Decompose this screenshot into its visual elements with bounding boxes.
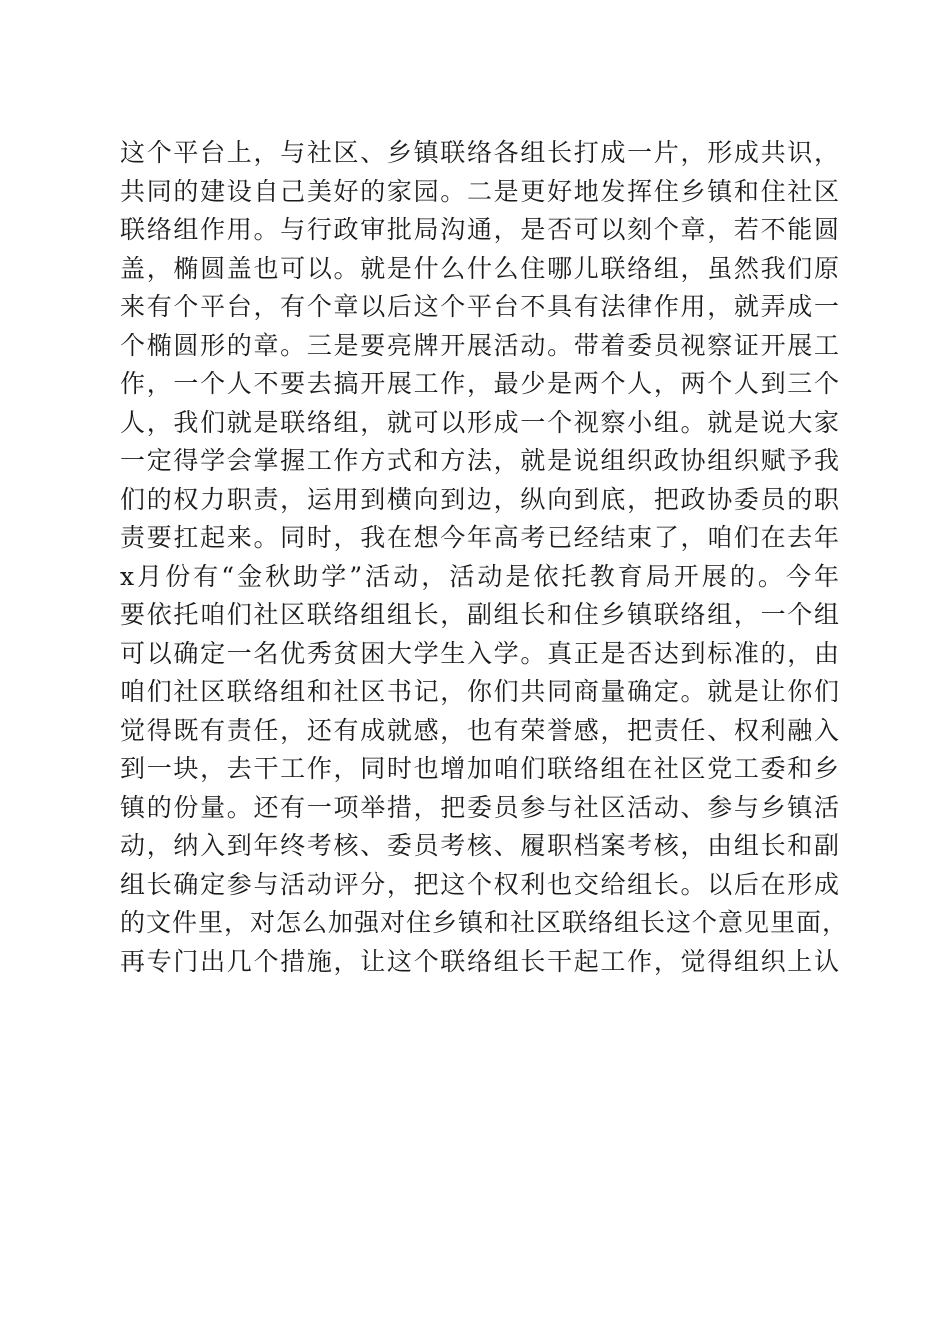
text-line: x月份有“金秋助学”活动，活动是依托教育局开展的。今年 bbox=[120, 561, 840, 591]
text-line: 组长确定参与活动评分，把这个权利也交给组长。以后在形成 bbox=[120, 869, 840, 899]
text-line: 盖，椭圆盖也可以。就是什么什么住哪儿联络组，虽然我们原 bbox=[120, 253, 840, 283]
text-line: 要依托咱们社区联络组组长，副组长和住乡镇联络组，一个组 bbox=[120, 600, 840, 629]
text-line: 镇的份量。还有一项举措，把委员参与社区活动、参与乡镇活 bbox=[120, 792, 840, 822]
text-line: 作，一个人不要去搞开展工作，最少是两个人，两个人到三个 bbox=[120, 369, 840, 398]
text-line: 的文件里，对怎么加强对住乡镇和社区联络组长这个意见里面， bbox=[120, 908, 849, 937]
text-line: 个椭圆形的章。三是要亮牌开展活动。带着委员视察证开展工 bbox=[120, 330, 840, 360]
text-line: 人，我们就是联络组，就可以形成一个视察小组。就是说大家 bbox=[120, 407, 840, 437]
text-line: 到一块，去干工作，同时也增加咱们联络组在社区党工委和乡 bbox=[120, 754, 840, 783]
body-paragraph bbox=[120, 134, 849, 981]
text-line: 联络组作用。与行政审批局沟通，是否可以刻个章，若不能圆 bbox=[120, 215, 840, 244]
text-line: 责要扛起来。同时，我在想今年高考已经结束了，咱们在去年 bbox=[120, 523, 840, 552]
text-line: 一定得学会掌握工作方式和方法，就是说组织政协组织赋予我 bbox=[120, 446, 840, 475]
text-line: 咱们社区联络组和社区书记，你们共同商量确定。就是让你们 bbox=[120, 677, 840, 706]
text-line: 共同的建设自己美好的家园。二是更好地发挥住乡镇和住社区 bbox=[120, 176, 840, 206]
text-line: 再专门出几个措施，让这个联络组长干起工作，觉得组织上认 bbox=[120, 946, 840, 976]
text-line: 们的权力职责，运用到横向到边，纵向到底，把政协委员的职 bbox=[120, 484, 840, 514]
text-line: 这个平台上，与社区、乡镇联络各组长打成一片，形成共识， bbox=[120, 138, 840, 167]
text-line: 觉得既有责任，还有成就感，也有荣誉感，把责任、权利融入 bbox=[120, 715, 840, 745]
text-line: 可以确定一名优秀贫困大学生入学。真正是否达到标准的，由 bbox=[120, 638, 840, 668]
text-line: 来有个平台，有个章以后这个平台不具有法律作用，就弄成一 bbox=[120, 292, 840, 321]
text-line: 动，纳入到年终考核、委员考核、履职档案考核，由组长和副 bbox=[120, 831, 840, 860]
